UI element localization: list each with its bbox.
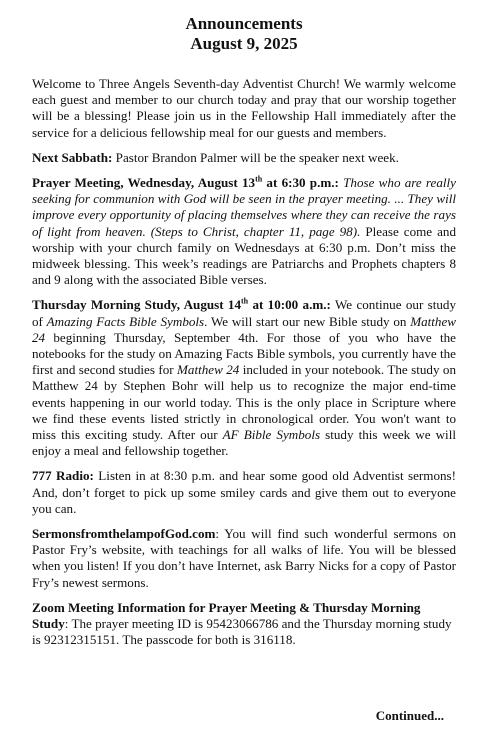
thursday-study-paragraph xyxy=(32,297,456,459)
welcome-paragraph xyxy=(32,76,456,141)
thursday-study-text-5: study this week we will enjoy a meal and fellowship together. xyxy=(32,427,456,459)
thursday-study-text-1: We continue our study of xyxy=(32,297,456,329)
thursday-study-text-2: . We will start our new Bible study on xyxy=(204,313,411,329)
announcements-page xyxy=(32,14,456,658)
sermons-website: SermonsfromthelampofGod.com xyxy=(32,526,216,542)
thursday-study-af-symbols: AF Bible Symbols xyxy=(222,427,321,443)
radio-heading: 777 Radio: xyxy=(32,468,94,484)
page-date: August 9, 2025 xyxy=(190,34,298,53)
radio-text: Listen in at 8:30 p.m. and hear some good old Adventist sermons! And, don’t forget to pick up some smiley cards and give them out to everyone you can. xyxy=(32,468,456,516)
thursday-study-heading xyxy=(32,297,331,312)
page-title: Announcements xyxy=(185,14,303,33)
zoom-paragraph xyxy=(32,600,456,649)
continued-label: Continued... xyxy=(375,708,444,723)
sermons-paragraph xyxy=(32,526,456,591)
thursday-study-heading-sup: th xyxy=(241,297,249,307)
prayer-meeting-text: Please come and worship with your church family on Wednesdays at 6:30 p.m. Don’t miss the midweek blessing. This week’s readings are Patriarchs and Prophets chapters 8 and 9 along with the associated Bible verses. xyxy=(32,223,457,288)
prayer-meeting-heading-time: at 6:30 p.m.: xyxy=(262,175,339,191)
thursday-study-text-4: included in your notebook. The study on Matthew 24 by Stephen Bohr will help us to recognize the major end-time events happening in our world today. This is the only place in Scripture where we find these events listed strictly in chronological order. You won't want to miss this exciting study. After our xyxy=(32,362,456,443)
thursday-study-text-3: beginning Thursday, September 4th. For those of you who have the notebooks for the study on Amazing Facts Bible symbols, you currently have the first and second studies for xyxy=(32,329,456,378)
prayer-meeting-heading xyxy=(32,175,339,190)
prayer-meeting-quote: Those who are really seeking for communion with God will be seen in the prayer meeting. ... They will improve every opportunity of placing themselves where they can receive the rays of light from heaven. (Steps to Christ, chapter 11, page 98). xyxy=(32,175,456,239)
next-sabbath-heading: Next Sabbath: xyxy=(32,149,113,165)
next-sabbath-text: Pastor Brandon Palmer will be the speaker next week. xyxy=(112,149,399,165)
thursday-study-matthew-ref-1: Matthew 24 xyxy=(32,313,457,345)
thursday-study-matthew-ref-2: Matthew 24 xyxy=(177,362,240,378)
radio-paragraph xyxy=(32,468,456,517)
zoom-heading: Zoom Meeting Information for Prayer Meeting & Thursday Morning Study xyxy=(32,599,421,632)
welcome-text: Welcome to Three Angels Seventh-day Adventist Church! We warmly welcome each guest and member to our church today and pray that our worship together will be a blessing! Please join us in the Fellowship Hall immediately after the service for a delicious fellowship meal for our guests and members. xyxy=(32,76,456,140)
sermons-text: : You will find such wonderful sermons on Pastor Fry’s website, with teachings for all walks of life. You will be blessed when you listen! If you don’t have Internet, ask Barry Nicks for a copy of Pastor Fry’s newest sermons. xyxy=(32,526,456,590)
thursday-study-heading-date: Thursday Morning Study, August 14 xyxy=(32,297,242,313)
prayer-meeting-heading-date: Prayer Meeting, Wednesday, August 13 xyxy=(32,175,256,191)
prayer-meeting-heading-sup: th xyxy=(255,174,263,184)
zoom-text: : The prayer meeting ID is 95423066786 and the Thursday morning study is 92312315151. The passcode for both is 316118. xyxy=(32,616,452,648)
next-sabbath-paragraph xyxy=(32,150,456,166)
thursday-study-heading-time: at 10:00 a.m.: xyxy=(248,297,331,313)
prayer-meeting-paragraph xyxy=(32,175,456,288)
thursday-study-book-title: Amazing Facts Bible Symbols xyxy=(46,313,205,329)
